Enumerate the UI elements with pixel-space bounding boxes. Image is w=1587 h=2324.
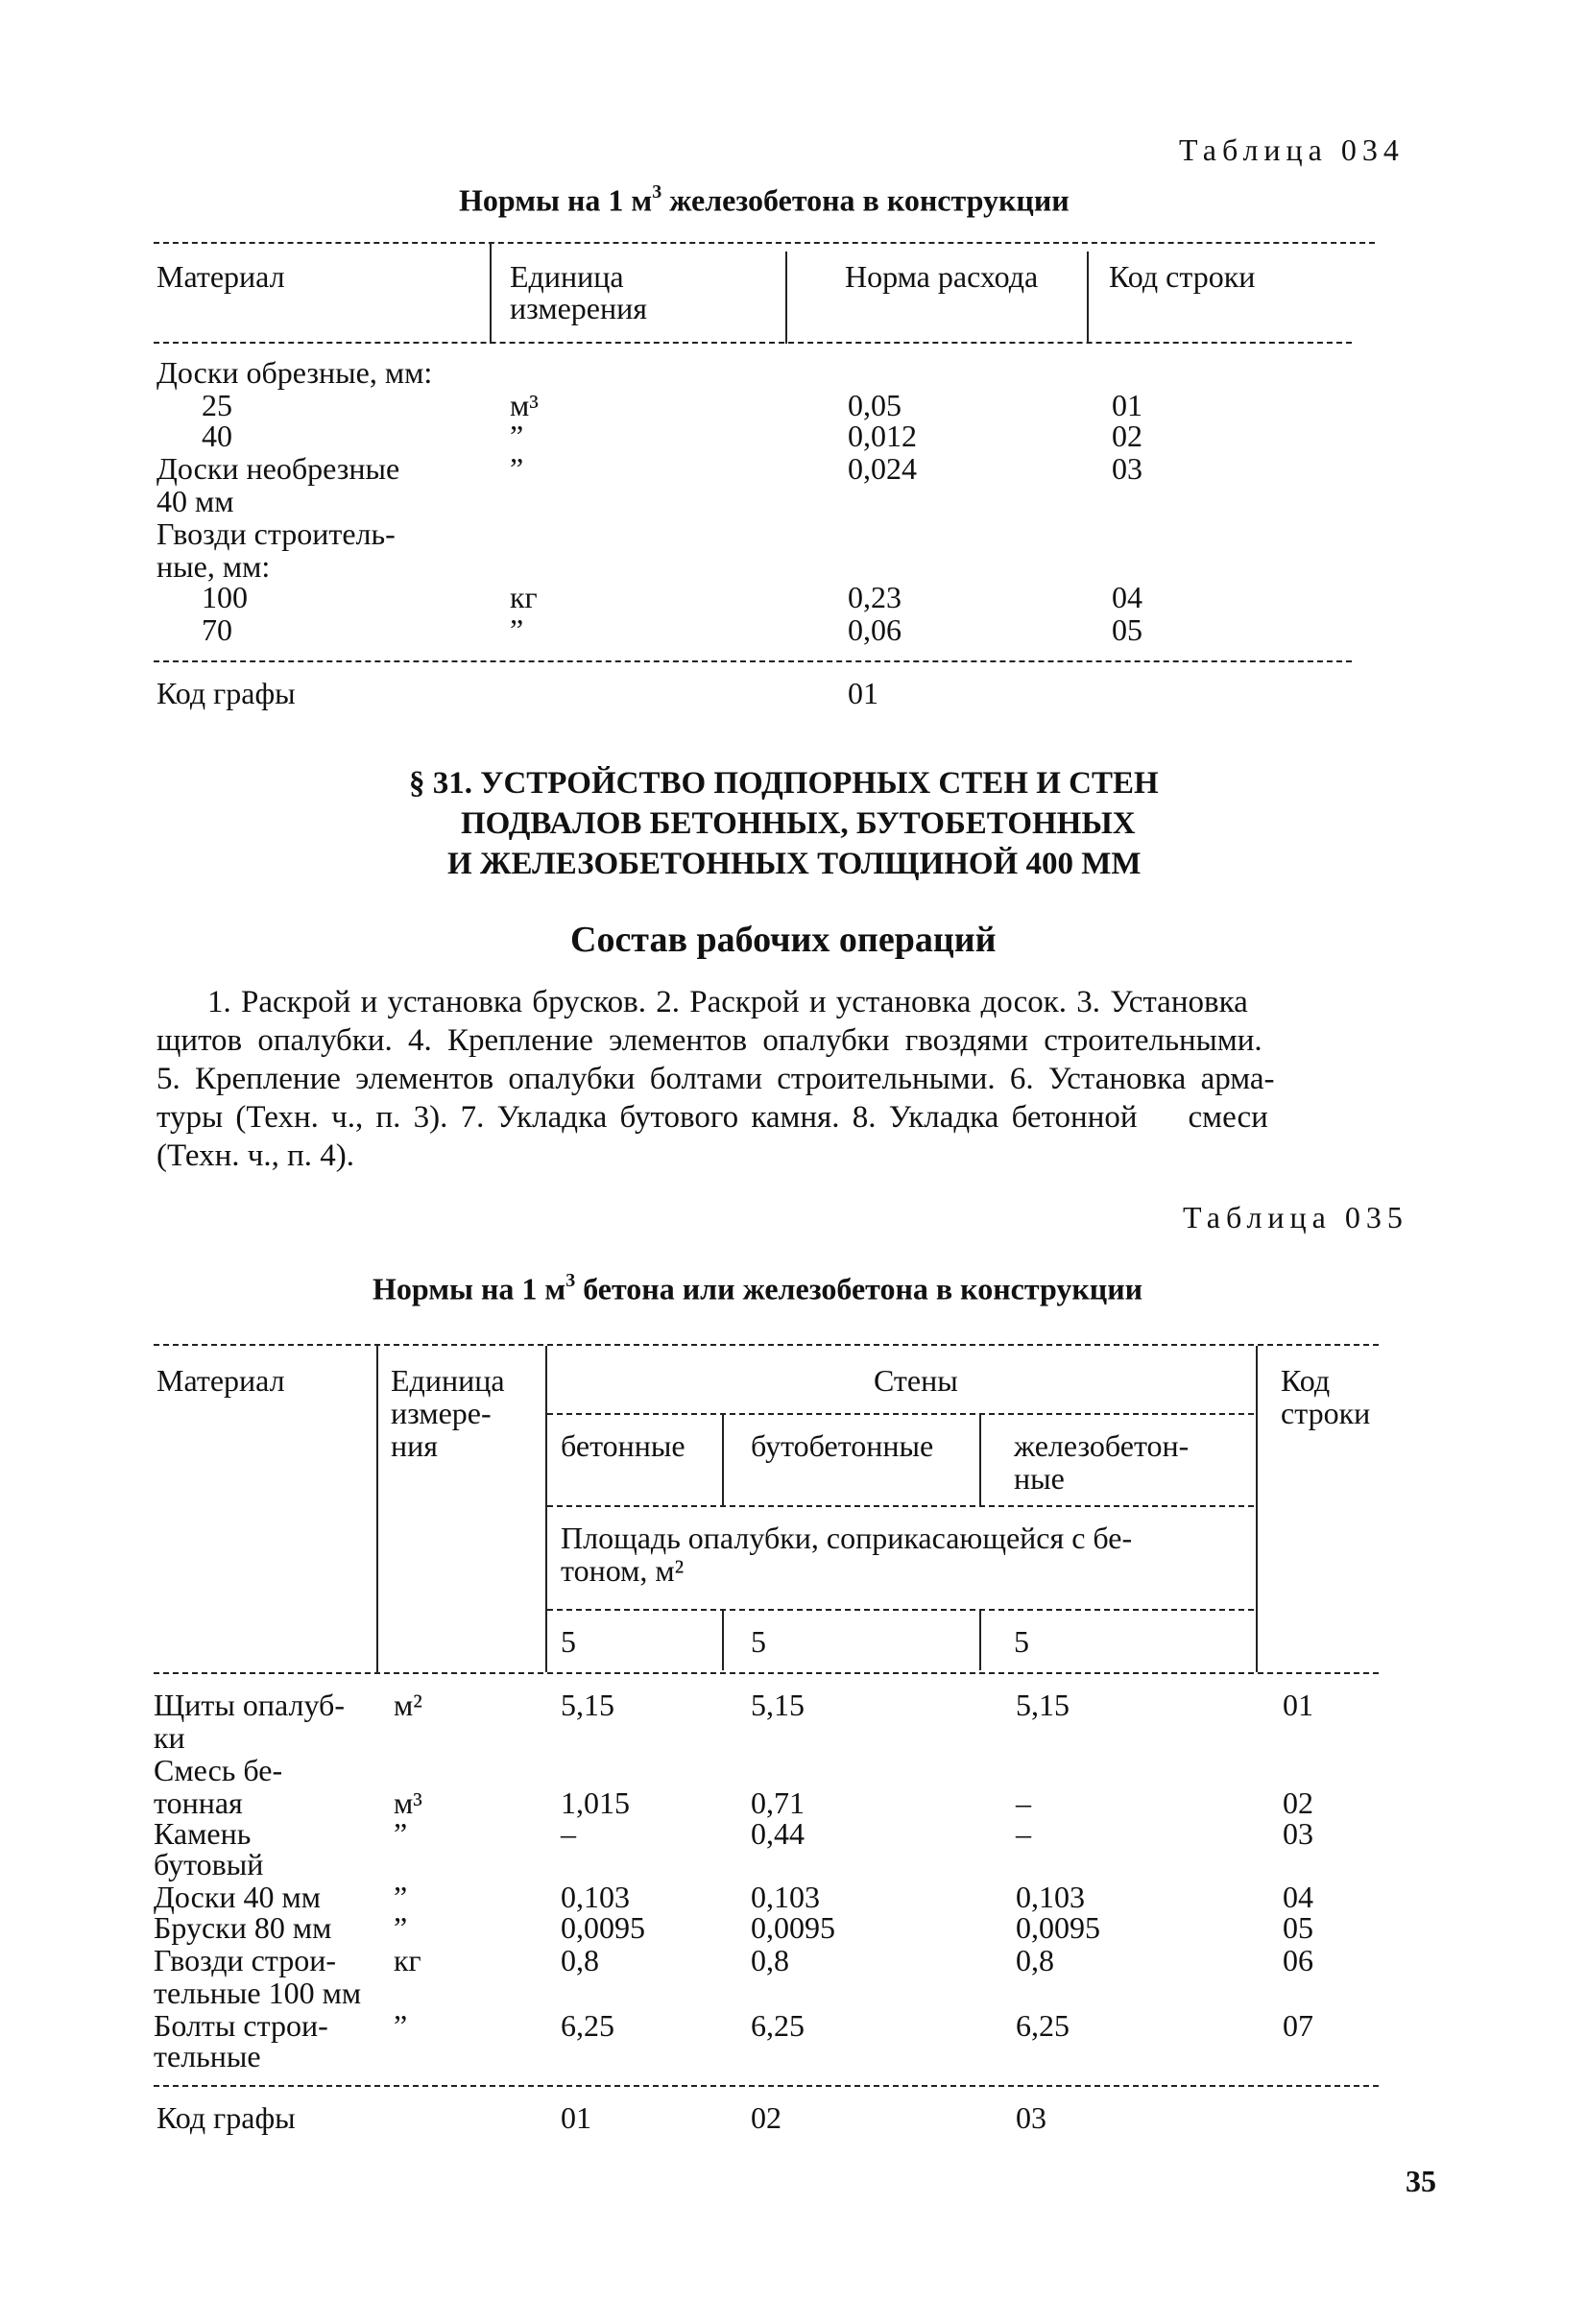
table-035-cell-material: Щиты опалуб- xyxy=(154,1688,345,1722)
table-034-cell-material: 40 мм xyxy=(156,484,234,518)
table-034-cell-material: Доски обрезные, мм: xyxy=(156,355,433,390)
table-034-cell-norm: 0,05 xyxy=(848,388,902,422)
table-034-cell-unit: ” xyxy=(510,419,524,453)
table-035-header-area: тоном, м² xyxy=(561,1553,685,1588)
table-034-cell-material: ные, мм: xyxy=(156,549,271,584)
table-034-header-code: Код строки xyxy=(1109,259,1256,294)
table-035-cell-value: – xyxy=(1016,1785,1031,1820)
table-035-cell-material: Болты строи- xyxy=(154,2008,328,2043)
table-034-cell-material: Доски необрезные xyxy=(156,451,400,486)
table-035-vline xyxy=(545,1346,547,1672)
table-034-vline xyxy=(490,244,492,344)
operations-heading: Состав рабочих операций xyxy=(570,920,997,960)
table-035-header-unit: Единица xyxy=(391,1363,505,1398)
table-035-cell-material: тонная xyxy=(154,1785,243,1820)
table-035-cell-code: 03 xyxy=(1283,1816,1313,1851)
table-035-cell-unit: ” xyxy=(394,1880,408,1914)
section-title: § 31. УСТРОЙСТВО ПОДПОРНЫХ СТЕН И СТЕН xyxy=(409,766,1159,801)
table-035-vline xyxy=(376,1346,378,1672)
operations-text: щитов опалубки. 4. Крепление элементов опалубки гвоздями строительными. xyxy=(156,1023,1262,1058)
table-035-cell-material: Гвозди строи- xyxy=(154,1943,336,1977)
table-035-cell-value: 6,25 xyxy=(751,2008,805,2043)
table-035-cell-value: 0,103 xyxy=(561,1880,630,1914)
operations-text: туры (Техн. ч., п. 3). 7. Укладка бутового камня. 8. Укладка бетонной смеси xyxy=(156,1100,1268,1135)
table-035-cell-code: 05 xyxy=(1283,1910,1313,1945)
table-035-label: Таблица 035 xyxy=(1183,1200,1408,1234)
table-035-cell-code: 01 xyxy=(1283,1688,1313,1722)
table-035-header-code: строки xyxy=(1281,1396,1371,1430)
table-035-vline xyxy=(979,1609,981,1670)
table-035-footer-value: 01 xyxy=(561,2100,591,2135)
table-035-cell-value: 6,25 xyxy=(1016,2008,1070,2043)
operations-text: 5. Крепление элементов опалубки болтами строительными. 6. Установка арма- xyxy=(156,1062,1275,1096)
table-034-cell-material: 70 xyxy=(202,612,232,647)
table-035-footer-value: 02 xyxy=(751,2100,781,2135)
table-035-cell-value: 5,15 xyxy=(751,1688,805,1722)
table-034-header-unit: Единица xyxy=(510,259,624,294)
table-035-header-area: Площадь опалубки, соприкасающейся с бе- xyxy=(561,1521,1133,1555)
table-035-cell-code: 02 xyxy=(1283,1785,1313,1820)
table-035-header-col-concrete: бетонные xyxy=(561,1428,685,1463)
table-035-header-walls: Стены xyxy=(874,1363,958,1398)
table-035-top-rule xyxy=(154,1344,1379,1346)
table-035-cell-value: 0,44 xyxy=(751,1816,805,1851)
table-035-cell-value: 5,15 xyxy=(561,1688,614,1722)
table-034-vline xyxy=(1087,252,1089,344)
table-034-header-norm: Норма расхода xyxy=(845,259,1039,294)
table-035-cell-value: 6,25 xyxy=(561,2008,614,2043)
table-034-cell-material: 25 xyxy=(202,388,232,422)
table-035-cell-value: 0,0095 xyxy=(751,1910,835,1945)
table-035-cell-value: – xyxy=(561,1816,576,1851)
page-number: 35 xyxy=(1406,2164,1436,2198)
table-035-cell-material: Смесь бе- xyxy=(154,1753,283,1787)
table-034-top-rule xyxy=(154,242,1375,244)
table-035-cell-unit: кг xyxy=(394,1943,421,1977)
table-034-cell-code: 04 xyxy=(1112,580,1142,614)
table-035-cell-unit: ” xyxy=(394,1910,408,1945)
operations-text: 1. Раскрой и установка брусков. 2. Раскрой и установка досок. 3. Установка xyxy=(207,985,1248,1019)
section-title: ПОДВАЛОВ БЕТОННЫХ, БУТОБЕТОННЫХ xyxy=(461,806,1136,841)
table-034-footer-label: Код графы xyxy=(156,676,296,710)
table-035-cell-value: 1,015 xyxy=(561,1785,630,1820)
table-034-cell-norm: 0,06 xyxy=(848,612,902,647)
table-035-cell-value: – xyxy=(1016,1816,1031,1851)
table-035-header-num: 5 xyxy=(561,1624,576,1659)
table-035-header-num: 5 xyxy=(751,1624,766,1659)
table-034-cell-material: 100 xyxy=(202,580,248,614)
table-035-cell-material: Камень xyxy=(154,1816,252,1851)
table-035-nums-rule xyxy=(547,1609,1254,1611)
table-035-cell-value: 0,8 xyxy=(561,1943,599,1977)
table-035-cell-material: ки xyxy=(154,1720,185,1755)
table-035-header-col-reinforced: ные xyxy=(1014,1461,1065,1496)
table-035-cell-value: 5,15 xyxy=(1016,1688,1070,1722)
section-title: И ЖЕЛЕЗОБЕТОННЫХ ТОЛЩИНОЙ 400 ММ xyxy=(447,847,1142,881)
table-035-cell-value: 0,71 xyxy=(751,1785,805,1820)
table-034-bottom-rule xyxy=(154,660,1352,662)
table-035-vline xyxy=(722,1413,724,1505)
table-035-header-col-reinforced: железобетон- xyxy=(1014,1428,1190,1463)
table-035-cell-unit: м² xyxy=(394,1688,422,1722)
table-035-cell-material: тельные xyxy=(154,2039,261,2073)
table-035-cell-material: Доски 40 мм xyxy=(154,1880,321,1914)
table-035-cell-code: 06 xyxy=(1283,1943,1313,1977)
table-035-vline xyxy=(722,1609,724,1670)
table-035-vline xyxy=(1256,1346,1258,1672)
table-035-cell-value: 0,0095 xyxy=(1016,1910,1100,1945)
table-035-cell-value: 0,8 xyxy=(751,1943,789,1977)
table-034-cell-code: 05 xyxy=(1112,612,1142,647)
table-035-cell-unit: ” xyxy=(394,1816,408,1851)
table-035-header-code: Код xyxy=(1281,1363,1331,1398)
table-035-area-rule xyxy=(547,1505,1254,1507)
table-035-cell-value: 0,103 xyxy=(751,1880,820,1914)
table-035-subheader-rule xyxy=(547,1413,1254,1415)
table-035-cell-unit: ” xyxy=(394,2008,408,2043)
table-034-cell-unit: ” xyxy=(510,612,524,647)
table-035-header-rule xyxy=(154,1672,1379,1674)
table-035-header-unit: измере- xyxy=(391,1396,492,1430)
table-035-cell-code: 07 xyxy=(1283,2008,1313,2043)
table-034-cell-norm: 0,024 xyxy=(848,451,917,486)
table-035-cell-value: 0,103 xyxy=(1016,1880,1085,1914)
table-035-footer-label: Код графы xyxy=(156,2100,296,2135)
table-034-footer-value: 01 xyxy=(848,676,878,710)
table-034-header-unit: измерения xyxy=(510,291,647,325)
table-035-header-col-rubble: бутобетонные xyxy=(751,1428,934,1463)
table-035-header-unit: ния xyxy=(391,1428,438,1463)
table-034-caption: Нормы на 1 $м^3$ железобетона в конструкции xyxy=(459,181,1070,218)
table-035-header-num: 5 xyxy=(1014,1624,1029,1659)
table-034-cell-code: 01 xyxy=(1112,388,1142,422)
table-035-cell-material: Бруски 80 мм xyxy=(154,1910,332,1945)
table-035-cell-material: тельные 100 мм xyxy=(154,1976,362,2010)
table-034-cell-code: 02 xyxy=(1112,419,1142,453)
table-035-cell-material: бутовый xyxy=(154,1847,264,1881)
table-034-cell-unit: ” xyxy=(510,451,524,486)
table-035-vline xyxy=(979,1413,981,1505)
operations-text: (Техн. ч., п. 4). xyxy=(156,1138,355,1173)
table-035-cell-value: 0,8 xyxy=(1016,1943,1054,1977)
table-035-cell-code: 04 xyxy=(1283,1880,1313,1914)
table-034-header-material: Материал xyxy=(156,259,285,294)
table-034-cell-material: 40 xyxy=(202,419,232,453)
table-034-cell-norm: 0,23 xyxy=(848,580,902,614)
table-034-cell-unit: м³ xyxy=(510,388,539,422)
table-035-header-material: Материал xyxy=(156,1363,285,1398)
table-035-cell-value: 0,0095 xyxy=(561,1910,645,1945)
table-034-cell-unit: кг xyxy=(510,580,538,614)
table-034-cell-material: Гвозди строитель- xyxy=(156,516,396,551)
table-034-header-rule xyxy=(154,342,1352,344)
table-034-cell-code: 03 xyxy=(1112,451,1142,486)
table-034-vline xyxy=(785,252,787,344)
table-035-caption: Нормы на 1 $м^3$ бетона или железобетона в конструкции xyxy=(373,1270,1143,1306)
table-035-footer-value: 03 xyxy=(1016,2100,1046,2135)
table-034-cell-norm: 0,012 xyxy=(848,419,917,453)
table-035-bottom-rule xyxy=(154,2085,1379,2087)
table-035-cell-unit: м³ xyxy=(394,1785,422,1820)
table-034-label: Таблица 034 xyxy=(1179,132,1405,167)
